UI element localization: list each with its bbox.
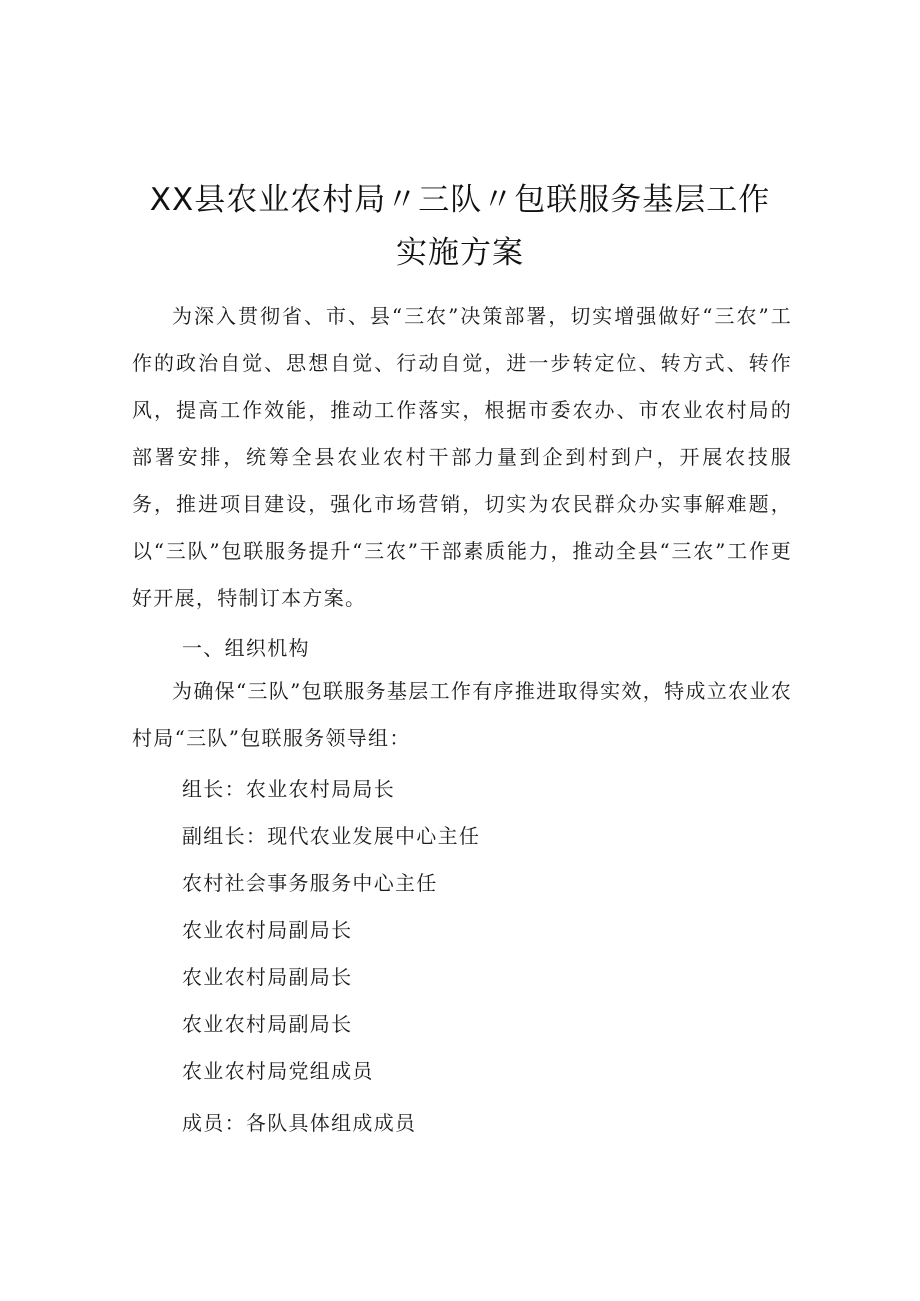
member-line: 农业农村局党组成员 <box>182 1059 374 1083</box>
document-title-line1: XX县农业农村局〃三队〃包联服务基层工作 <box>149 182 771 218</box>
section-paragraph: 为确保“三队”包联服务基层工作有序推进取得实效，特成立农业农村局“三队”包联服务领导组： <box>132 679 792 750</box>
member-line: 组长：农业农村局局长 <box>182 777 395 801</box>
member-line: 农业农村局副局长 <box>182 965 353 989</box>
staff-line: 成员：各队具体组成成员 <box>182 1111 417 1135</box>
member-line: 农业农村局副局长 <box>182 918 353 942</box>
document-title-line2: 实施方案 <box>396 235 524 271</box>
intro-paragraph: 为深入贯彻省、市、县“三农”决策部署，切实增强做好“三农”工作的政治自觉、思想自觉、行动自觉，进一步转定位、转方式、转作风，提高工作效能，推动工作落实，根据市委农办、市农业农村局的部署安排，统筹全县农业农村干部力量到企到村到户，开展农技服务，推进项目建设，强化市场营销，切实为农民群众办实事解难题，以“三队”包联服务提升“三农”干部素质能力，推动全县“三农”工作更好开展，特制订本方案。 <box>132 304 792 610</box>
member-line: 副组长：现代农业发展中心主任 <box>182 824 481 848</box>
section-heading: 一、组织机构 <box>182 636 310 660</box>
member-line: 农村社会事务服务中心主任 <box>182 871 438 895</box>
member-line: 农业农村局副局长 <box>182 1012 353 1036</box>
